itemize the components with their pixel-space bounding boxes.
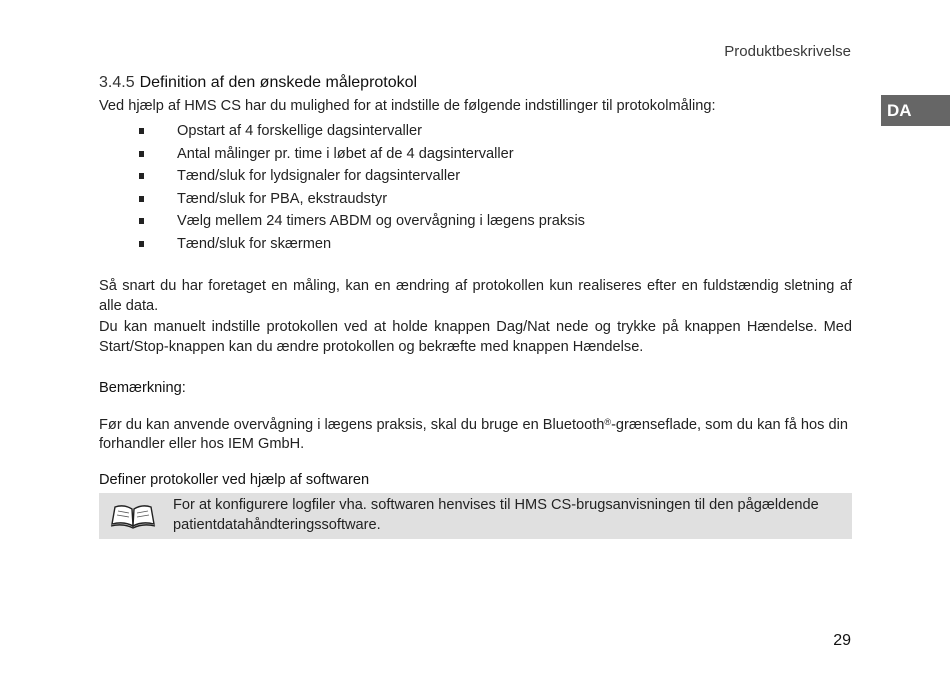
list-item [139,165,852,188]
software-heading: Definer protokoller ved hjælp af softwaren [99,471,370,488]
book-icon [109,502,157,530]
section-heading [99,73,852,93]
list-item [139,210,852,233]
bullet-icon [139,128,144,134]
section-title: Definition af den ønskede måleprotokol [139,74,418,91]
section-number: 3.4.5 [99,74,135,91]
list-item [139,188,852,211]
bullet-icon [139,241,144,247]
list-item [139,143,852,166]
note-text [99,416,852,455]
note-label: Bemærkning: [99,380,186,396]
language-tab: DA [881,95,950,126]
intro-paragraph: Ved hjælp af HMS CS har du mulighed for at indstille de følgende indstillinger til protokolmåling: [99,97,716,114]
list-item-text: Tænd/sluk for PBA, ekstraudstyr [177,190,388,207]
paragraph-data-deletion: Så snart du har foretaget en måling, kan en ændring af protokollen kun realiseres efter en fuldstændig sletning af alle data. [99,278,852,314]
bullet-icon [139,218,144,224]
page-content [99,73,852,539]
list-item-text: Vælg mellem 24 timers ABDM og overvågning i lægens praksis [177,213,585,229]
bullet-icon [139,196,144,202]
registered-mark: ® [604,416,612,427]
list-item-text: Opstart af 4 forskellige dagsintervaller [177,123,422,139]
list-item-text: Antal målinger pr. time i løbet af de 4 dagsintervaller [177,145,514,162]
list-item [139,120,852,143]
paragraph-manual-setting: Du kan manuelt indstille protokollen ved at holde knappen Dag/Nat nede og trykke på knappen Hændelse. Med Start/Stop-knappen kan du ændre protokollen og bekræfte med knappen Hændelse. [99,319,852,355]
page-number: 29 [833,632,851,649]
bullet-icon [139,151,144,157]
info-text: For at konfigurere logfiler vha. softwaren henvises til HMS CS-brugsanvisningen til den pågældende patientdatahåndteringssoftware. [173,497,819,533]
bullet-icon [139,173,144,179]
note-text-part-2: -grænseflade, som du kan få hos din forhandler eller hos IEM GmbH. [99,416,848,452]
list-item-text: Tænd/sluk for lydsignaler for dagsintervaller [177,168,461,184]
list-item [139,233,852,256]
running-header-title: Produktbeskrivelse [724,43,851,60]
info-box [99,493,852,539]
note-text-part-1: Før du kan anvende overvågning i lægens praksis, skal du bruge en Bluetooth [99,416,605,433]
settings-list [99,120,852,255]
list-item-text: Tænd/sluk for skærmen [177,235,332,252]
